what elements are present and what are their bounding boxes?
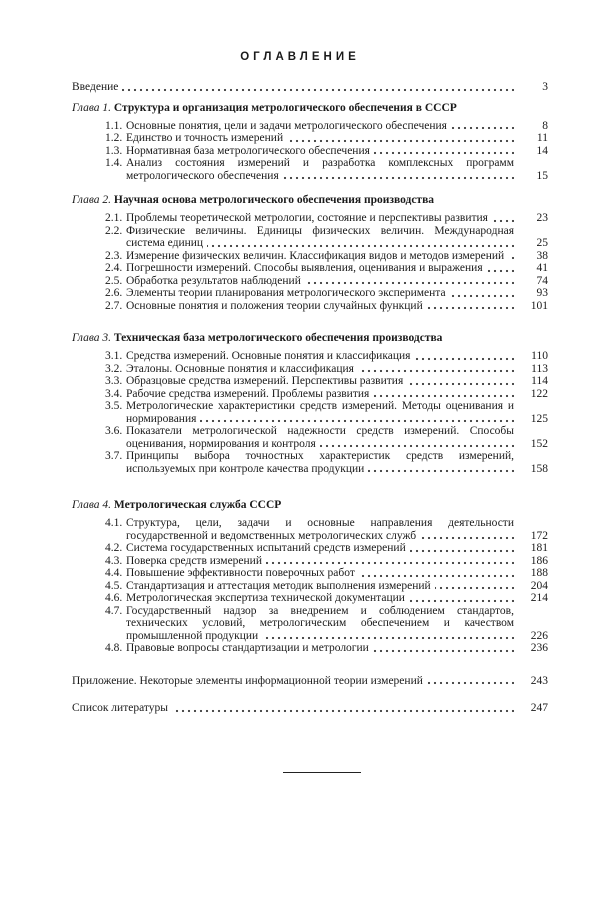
entry-leader (72, 81, 514, 94)
entry-leader (126, 132, 514, 145)
toc-section-entry[interactable] (72, 212, 548, 225)
toc-section-entry[interactable] (72, 145, 548, 158)
page-number: 188 (530, 567, 548, 579)
entry-text: Физические величины. Единицы физических величин. Международная система единиц (126, 224, 514, 249)
table-of-contents (72, 81, 548, 715)
page-number: 214 (530, 592, 548, 604)
entry-text: Государственный надзор за внедрением и соблюдением стандартов, технических условий, метрологическим обеспечением и качеством промышленной продукции (126, 604, 514, 642)
entry-text: Рабочие средства измерений. Проблемы развития (126, 388, 373, 400)
entry-leader (126, 145, 514, 158)
page-number: 11 (536, 132, 548, 144)
chapter-label: Глава 2. (72, 194, 111, 206)
chapter-title: Метрологическая служба СССР (113, 499, 282, 511)
entry-leader (126, 605, 514, 643)
section-number: 4.3. (105, 554, 123, 567)
toc-section-entry[interactable] (72, 300, 548, 313)
entry-text: Проблемы теоретической метрологии, состояние и перспективы развития (126, 212, 492, 224)
toc-section-entry[interactable] (72, 450, 548, 475)
entry-text: Элементы теории планирования метрологического эксперимента (126, 287, 450, 299)
section-number: 4.5. (105, 579, 123, 592)
entry-leader (126, 567, 514, 580)
toc-section-entry[interactable] (72, 363, 548, 376)
section-number: 1.1. (105, 119, 123, 132)
entry-text: Единство и точность измерений (126, 132, 287, 144)
section-number: 3.6. (105, 425, 123, 437)
chapter-title: Научная основа метрологического обеспечения производства (113, 194, 435, 206)
entry-text: Показатели метрологической надежности средств измерений. Способы оценивания, нормирования и контроля (126, 425, 514, 450)
section-number: 3.1. (105, 350, 123, 362)
section-number: 3.2. (105, 362, 123, 375)
toc-section-entry[interactable] (72, 132, 548, 145)
page-number: 23 (536, 212, 548, 224)
entry-leader (126, 250, 514, 263)
page-number: 125 (530, 412, 548, 425)
toc-section-entry[interactable] (72, 642, 548, 655)
entry-leader (126, 212, 514, 225)
chapter-heading[interactable] (72, 332, 548, 345)
section-number: 4.1. (105, 517, 123, 529)
section-number: 2.6. (105, 287, 123, 299)
page-number: 122 (530, 387, 548, 400)
toc-entry-appendix[interactable] (72, 675, 548, 688)
page-number: 15 (536, 169, 548, 182)
entry-text: Повышение эффективности поверочных работ (126, 567, 359, 579)
page-number: 172 (530, 529, 548, 542)
chapter-label: Глава 4. (72, 499, 111, 511)
entry-text: Метрологическая экспертиза технической документации (126, 592, 409, 604)
page-number: 3 (542, 81, 548, 93)
toc-entry-intro[interactable] (72, 81, 548, 94)
entry-text: Анализ состояния измерений и разработка комплексных программ метрологического обеспечения (126, 157, 514, 182)
section-number: 2.3. (105, 249, 123, 262)
chapter-heading[interactable] (72, 499, 548, 512)
toc-section-entry[interactable] (72, 225, 548, 250)
entry-leader (126, 120, 514, 133)
page-number: 38 (536, 249, 548, 262)
toc-section-entry[interactable] (72, 350, 548, 363)
toc-section-entry[interactable] (72, 517, 548, 542)
toc-section-entry[interactable] (72, 262, 548, 275)
section-number: 3.4. (105, 387, 123, 400)
entry-leader (126, 363, 514, 376)
entry-text: Приложение. Некоторые элементы информационной теории измерений (72, 675, 427, 687)
entry-leader (126, 592, 514, 605)
entry-text: Обработка результатов наблюдений (126, 275, 305, 287)
entry-text: Нормативная база метрологического обеспечения (126, 145, 374, 157)
toc-section-entry[interactable] (72, 542, 548, 555)
page-number: 93 (536, 287, 548, 299)
page-number: 236 (530, 642, 548, 654)
section-number: 3.5. (105, 400, 123, 412)
section-number: 2.7. (105, 299, 123, 312)
page-number: 14 (536, 144, 548, 157)
entry-leader (126, 375, 514, 388)
toc-section-entry[interactable] (72, 580, 548, 593)
chapter-title: Структура и организация метрологического обеспечения в СССР (113, 101, 457, 114)
entry-text: Основные понятия и положения теории случайных функций (126, 300, 427, 312)
chapter-heading[interactable] (72, 194, 548, 207)
chapter-4 (72, 499, 548, 655)
entry-text: Средства измерений. Основные понятия и классификация (126, 350, 414, 362)
toc-appendix (72, 675, 548, 688)
page-number: 25 (536, 237, 548, 249)
entry-leader (126, 642, 514, 655)
toc-section-entry[interactable] (72, 275, 548, 288)
section-number: 4.4. (105, 567, 123, 579)
entry-leader (126, 350, 514, 363)
toc-section-entry[interactable] (72, 592, 548, 605)
toc-section-entry[interactable] (72, 120, 548, 133)
toc-entry-references[interactable] (72, 702, 548, 715)
page-number: 8 (542, 119, 548, 132)
page-number: 113 (531, 362, 548, 375)
page-number: 114 (531, 375, 548, 387)
page-number: 186 (530, 554, 548, 567)
section-number: 4.7. (105, 604, 123, 617)
entry-text: Измерение физических величин. Классификация видов и методов измерений (126, 250, 508, 262)
chapter-3 (72, 332, 548, 475)
page-number: 204 (530, 579, 548, 592)
toc-intro (72, 81, 548, 94)
toc-section-entry[interactable] (72, 400, 548, 425)
closing-rule (283, 772, 361, 773)
entry-leader (126, 425, 514, 450)
entry-text: Принципы выбора точностных характеристик средств измерений, используемых при контроле качества продукции (126, 450, 514, 475)
toc-section-entry[interactable] (72, 555, 548, 568)
entry-leader (126, 225, 514, 250)
page-number: 247 (530, 702, 548, 714)
entry-leader (126, 300, 514, 313)
toc-section-entry[interactable] (72, 425, 548, 450)
page-number: 226 (530, 629, 548, 642)
page-number: 152 (530, 437, 548, 450)
entry-leader (126, 542, 514, 555)
entry-text: Список литературы (72, 702, 172, 714)
page-number: 74 (536, 274, 548, 287)
entry-text: Правовые вопросы стандартизации и метрологии (126, 642, 373, 654)
entry-text: Структура, цели, задачи и основные направления деятельности государственной и ведомственных метрологических служб (126, 517, 514, 542)
section-number: 4.2. (105, 542, 123, 554)
chapter-title: Техническая база метрологического обеспечения производства (113, 332, 443, 344)
toc-section-entry[interactable] (72, 375, 548, 388)
page-number: 41 (536, 262, 548, 274)
entry-text: Погрешности измерений. Способы выявления, оценивания и выражения (126, 262, 487, 274)
entry-text: Введение (72, 81, 122, 93)
entry-leader (126, 262, 514, 275)
entry-text: Стандартизация и аттестация методик выполнения измерений (126, 580, 435, 592)
page-number: 110 (531, 350, 548, 362)
entry-leader (72, 675, 514, 688)
entry-leader (126, 517, 514, 542)
entry-leader (126, 287, 514, 300)
toc-section-entry[interactable] (72, 157, 548, 182)
section-number: 3.7. (105, 450, 123, 462)
toc-section-entry[interactable] (72, 250, 548, 263)
page-number: 158 (530, 462, 548, 475)
toc-section-entry[interactable] (72, 567, 548, 580)
chapter-label: Глава 1. (72, 101, 111, 114)
section-number: 2.5. (105, 274, 123, 287)
section-number: 3.3. (105, 375, 123, 387)
chapter-heading[interactable] (72, 102, 548, 115)
page-title: ОГЛАВЛЕНИЕ (240, 51, 360, 63)
chapter-1 (72, 102, 548, 183)
entry-text: Эталоны. Основные понятия и классификация (126, 363, 358, 375)
page-number: 243 (530, 674, 548, 687)
entry-leader (126, 555, 514, 568)
entry-leader (126, 157, 514, 182)
page-number: 181 (530, 542, 548, 554)
chapter-label: Глава 3. (72, 332, 111, 344)
section-number: 1.2. (105, 132, 123, 144)
section-number: 2.4. (105, 262, 123, 274)
chapter-2 (72, 194, 548, 312)
entry-text: Образцовые средства измерений. Перспективы развития (126, 375, 407, 387)
entry-text: Основные понятия, цели и задачи метрологического обеспечения (126, 120, 451, 132)
entry-leader (126, 450, 514, 475)
toc-section-entry[interactable] (72, 287, 548, 300)
entry-leader (126, 388, 514, 401)
entry-leader (126, 400, 514, 425)
toc-section-entry[interactable] (72, 605, 548, 643)
entry-text: Система государственных испытаний средств измерений (126, 542, 410, 554)
entry-text: Метрологические характеристики средств измерений. Методы оценивания и нормирования (126, 400, 514, 425)
entry-leader (126, 275, 514, 288)
section-number: 2.2. (105, 224, 123, 237)
section-number: 4.6. (105, 592, 123, 604)
page-number: 101 (530, 299, 548, 312)
entry-leader (126, 580, 514, 593)
toc-section-entry[interactable] (72, 388, 548, 401)
toc-references (72, 702, 548, 715)
entry-leader (72, 702, 514, 715)
section-number: 1.3. (105, 144, 123, 157)
section-number: 2.1. (105, 212, 123, 224)
section-number: 4.8. (105, 642, 123, 654)
section-number: 1.4. (105, 157, 123, 169)
entry-text: Поверка средств измерений (126, 555, 266, 567)
